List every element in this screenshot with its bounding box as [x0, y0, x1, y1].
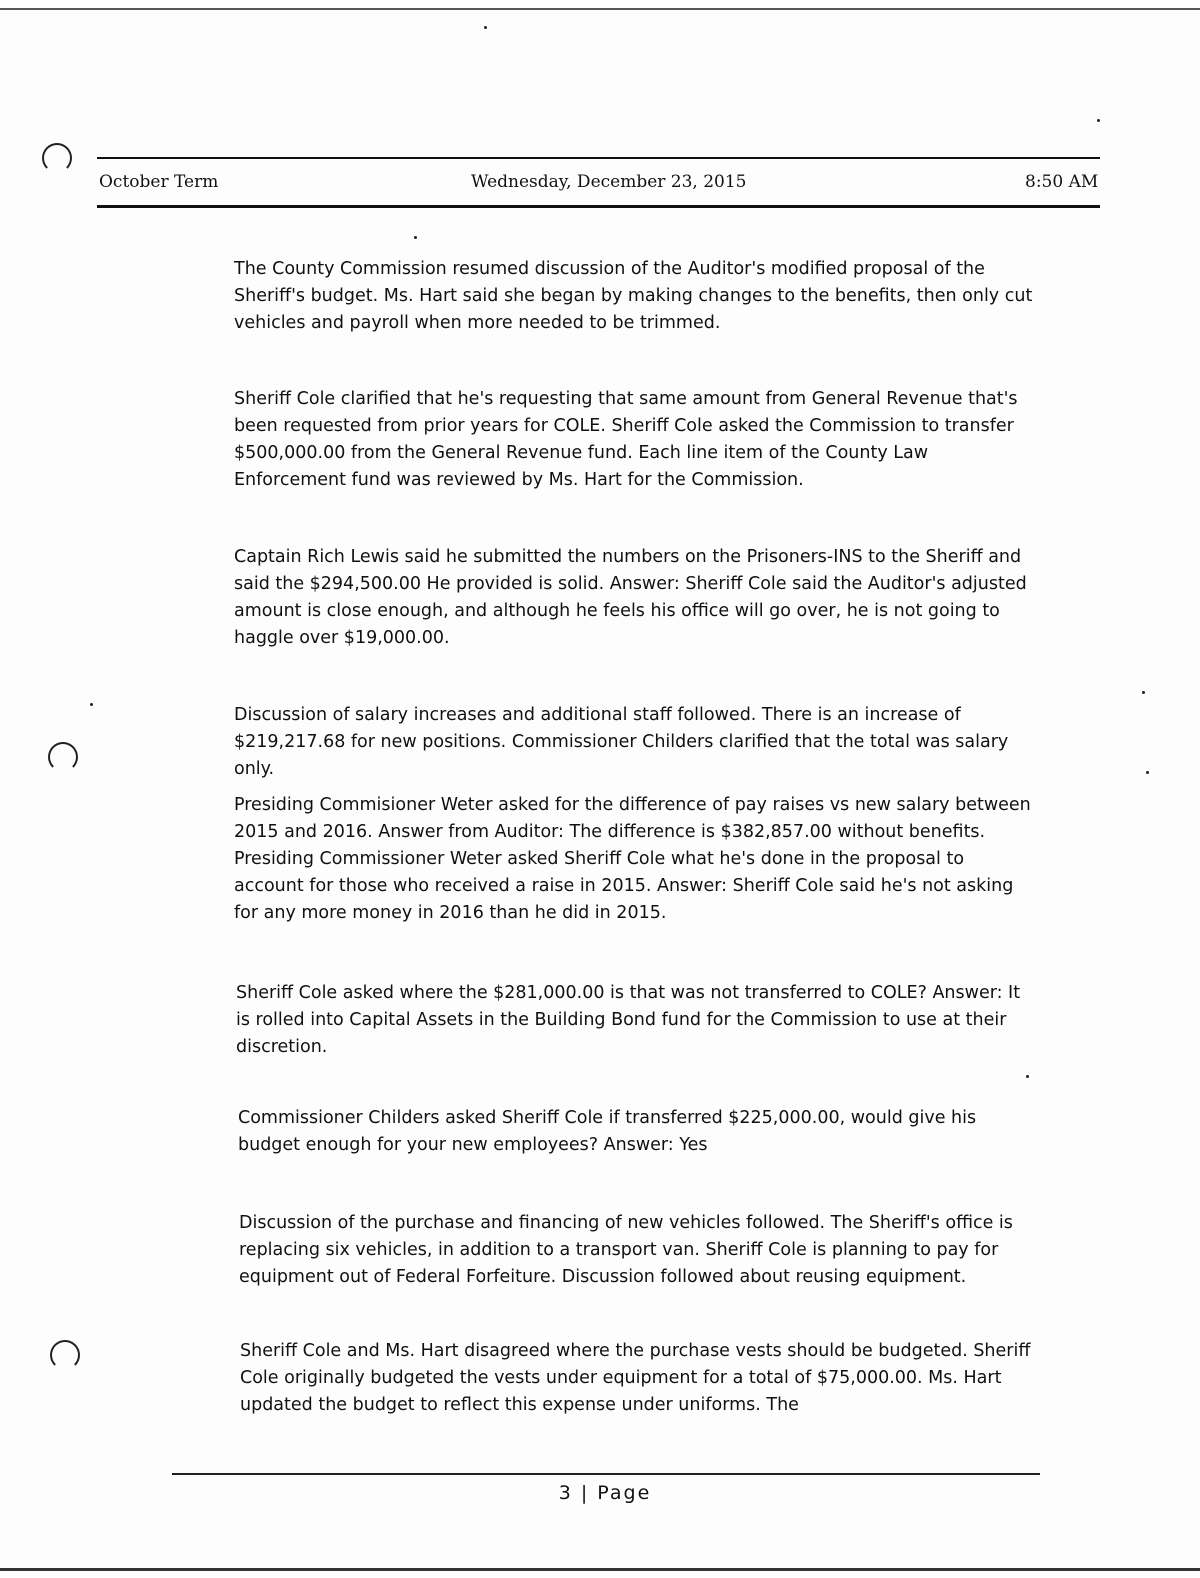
header-term: October Term [99, 172, 219, 192]
binder-hole-icon [42, 143, 72, 173]
binder-hole-icon [48, 742, 78, 772]
header-date: Wednesday, December 23, 2015 [471, 172, 747, 192]
minutes-paragraph: Captain Rich Lewis said he submitted the numbers on the Prisoners-INS to the Sheriff and said the $294,500.00 He provided is solid. Answer: Sheriff Cole said the Auditor's adjusted amount is close enough, and although he feels his office will go over, he is not going to haggle over $19,000.00. [234, 547, 1027, 648]
header-time: 8:50 AM [1025, 172, 1099, 192]
minutes-paragraph: The County Commission resumed discussion of the Auditor's modified proposal of the Sheriff's budget. Ms. Hart said she began by making changes to the benefits, then only cut vehicles and payroll when more needed to be trimmed. [234, 259, 1033, 333]
scan-speck [1026, 1075, 1029, 1078]
header-rule-top [97, 157, 1100, 159]
header-rule-bottom [97, 205, 1100, 208]
page-number: 3 | Page [558, 1482, 652, 1504]
minutes-paragraph: Presiding Commisioner Weter asked for the difference of pay raises vs new salary between 2015 and 2016. Answer from Auditor: The difference is $382,857.00 without benefits. Presiding Commissioner Weter asked Sheriff Cole what he's done in the proposal to account for those who received a raise in 2015. Answer: Sheriff Cole said he's not asking for any more money in 2016 than he did in 2015. [234, 795, 1031, 923]
scan-speck [90, 703, 93, 706]
scan-speck [1097, 119, 1100, 122]
scan-speck [1142, 691, 1145, 694]
minutes-paragraph: Sheriff Cole asked where the $281,000.00 is that was not transferred to COLE? Answer: It is rolled into Capital Assets in the Building Bond fund for the Commission to use at their discretion. [236, 983, 1021, 1057]
scan-bottom-edge [0, 1568, 1200, 1571]
scan-top-edge [0, 8, 1200, 10]
binder-hole-icon [50, 1340, 80, 1370]
minutes-paragraph: Discussion of the purchase and financing of new vehicles followed. The Sheriff's office is replacing six vehicles, in addition to a transport van. Sheriff Cole is planning to pay for equipment out of Federal Forfeiture. Discussion followed about reusing equipment. [239, 1213, 1013, 1287]
scan-speck [484, 26, 487, 29]
scan-speck [1146, 771, 1149, 774]
scan-speck [414, 236, 417, 239]
minutes-paragraph: Discussion of salary increases and additional staff followed. There is an increase of $219,217.68 for new positions. Commissioner Childers clarified that the total was salary only. [234, 705, 1009, 779]
minutes-paragraph: Commissioner Childers asked Sheriff Cole if transferred $225,000.00, would give his budget enough for your new employees? Answer: Yes [238, 1108, 977, 1155]
minutes-paragraph: Sheriff Cole clarified that he's requesting that same amount from General Revenue that's been requested from prior years for COLE. Sheriff Cole asked the Commission to transfer $500,000.00 from the General Revenue fund. Each line item of the County Law Enforcement fund was reviewed by Ms. Hart for the Commission. [234, 389, 1018, 490]
minutes-paragraph: Sheriff Cole and Ms. Hart disagreed where the purchase vests should be budgeted. Sheriff Cole originally budgeted the vests under equipment for a total of $75,000.00. Ms. Hart updated the budget to reflect this expense under uniforms. The [240, 1341, 1031, 1415]
footer-rule [172, 1473, 1040, 1475]
